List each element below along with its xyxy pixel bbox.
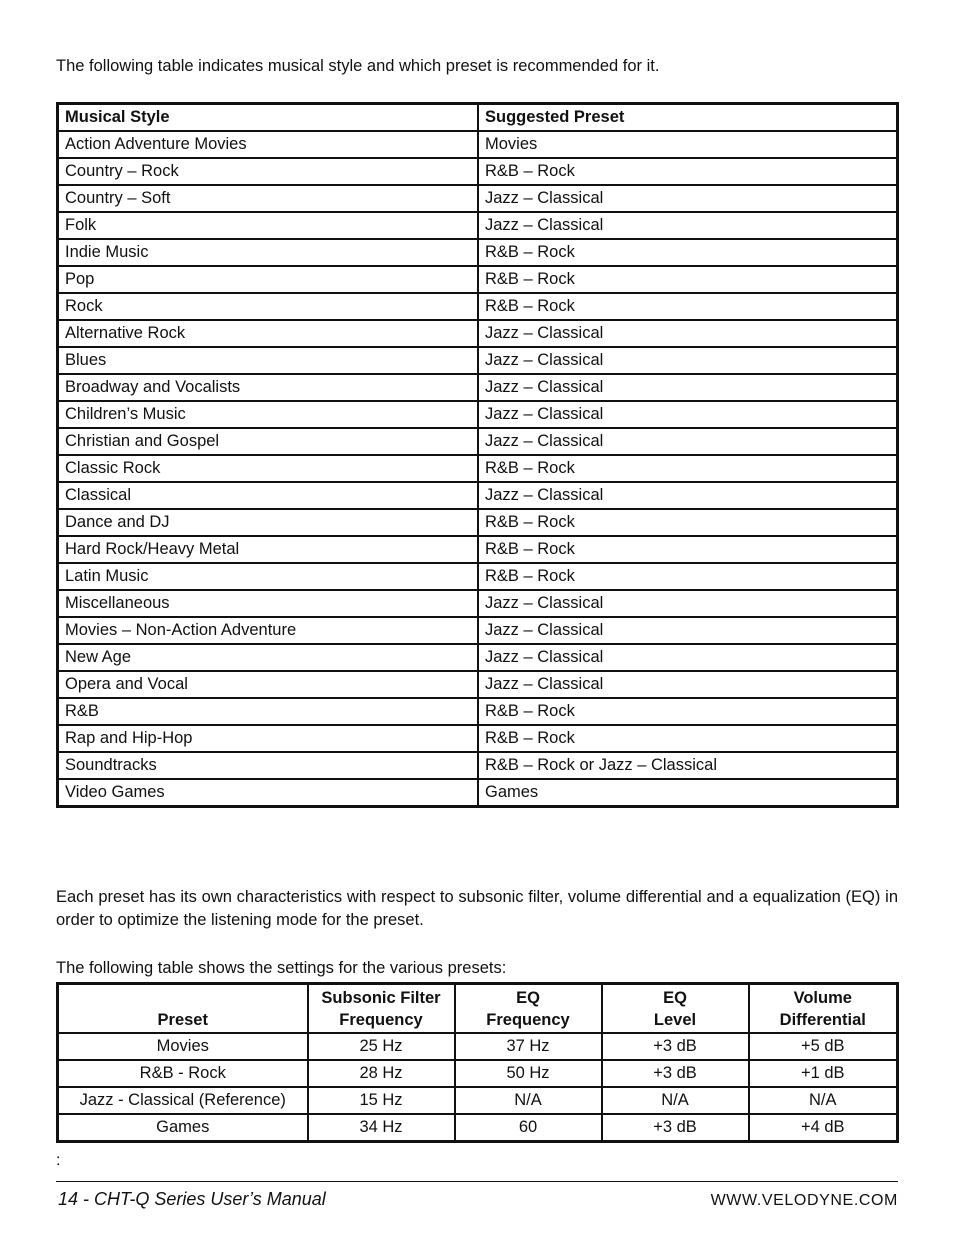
suggested-preset-cell: R&B – Rock: [478, 158, 898, 185]
preset-settings-table-body: [58, 1033, 898, 1142]
musical-style-cell: Country – Rock: [58, 158, 479, 185]
preset-name-cell: Games: [58, 1114, 308, 1142]
header-musical-style: Musical Style: [58, 104, 479, 132]
musical-style-cell: Blues: [58, 347, 479, 374]
table-row: [58, 617, 898, 644]
header-line: EQ: [663, 989, 687, 1007]
musical-style-cell: Indie Music: [58, 239, 479, 266]
musical-style-cell: Latin Music: [58, 563, 479, 590]
preset-description-paragraph: Each preset has its own characteristics with respect to subsonic filter, volume differential and a equalization (EQ) in order to optimize the listening mode for the preset.: [56, 888, 898, 929]
suggested-preset-cell: Movies: [478, 131, 898, 158]
subsonic-frequency-cell: 34 Hz: [308, 1114, 455, 1142]
suggested-preset-cell: R&B – Rock: [478, 725, 898, 752]
musical-style-cell: Alternative Rock: [58, 320, 479, 347]
table-row: [58, 590, 898, 617]
musical-style-cell: Broadway and Vocalists: [58, 374, 479, 401]
eq-level-cell: N/A: [602, 1087, 749, 1114]
suggested-preset-cell: R&B – Rock or Jazz – Classical: [478, 752, 898, 779]
subsonic-frequency-cell: 25 Hz: [308, 1033, 455, 1060]
suggested-preset-cell: Jazz – Classical: [478, 617, 898, 644]
musical-style-cell: New Age: [58, 644, 479, 671]
table-row: [58, 698, 898, 725]
subsonic-frequency-cell: 28 Hz: [308, 1060, 455, 1087]
eq-frequency-cell: 37 Hz: [455, 1033, 602, 1060]
table-row: [58, 401, 898, 428]
table-row: [58, 185, 898, 212]
suggested-preset-cell: Jazz – Classical: [478, 428, 898, 455]
suggested-preset-cell: Jazz – Classical: [478, 347, 898, 374]
table-row: [58, 1033, 898, 1060]
suggested-preset-cell: Games: [478, 779, 898, 807]
suggested-preset-cell: R&B – Rock: [478, 455, 898, 482]
musical-style-cell: Hard Rock/Heavy Metal: [58, 536, 479, 563]
table-row: [58, 266, 898, 293]
table-row: [58, 1087, 898, 1114]
eq-frequency-cell: 60: [455, 1114, 602, 1142]
eq-frequency-cell: N/A: [455, 1087, 602, 1114]
header-line: Volume: [793, 989, 852, 1007]
musical-style-cell: Classic Rock: [58, 455, 479, 482]
header-preset: [58, 984, 308, 1034]
musical-style-cell: Pop: [58, 266, 479, 293]
header-suggested-preset: Suggested Preset: [478, 104, 898, 132]
suggested-preset-cell: R&B – Rock: [478, 266, 898, 293]
table-row: [58, 752, 898, 779]
musical-style-cell: Movies – Non-Action Adventure: [58, 617, 479, 644]
suggested-preset-cell: Jazz – Classical: [478, 185, 898, 212]
header-subsonic-filter-frequency: [308, 984, 455, 1034]
preset-name-cell: Jazz - Classical (Reference): [58, 1087, 308, 1114]
header-eq-frequency: [455, 984, 602, 1034]
table-row: [58, 644, 898, 671]
header-line: Level: [653, 1011, 697, 1029]
suggested-preset-cell: Jazz – Classical: [478, 482, 898, 509]
footer-website: WWW.VELODYNE.COM: [710, 1192, 898, 1209]
table-row: [58, 563, 898, 590]
footer-manual-title: 14 - CHT-Q Series User’s Manual: [58, 1189, 326, 1209]
musical-style-cell: Video Games: [58, 779, 479, 807]
musical-style-cell: Soundtracks: [58, 752, 479, 779]
musical-style-cell: Opera and Vocal: [58, 671, 479, 698]
musical-style-table: [56, 102, 899, 808]
header-eq-level: [602, 984, 749, 1034]
suggested-preset-cell: R&B – Rock: [478, 536, 898, 563]
table-row: [58, 131, 898, 158]
table-row: [58, 320, 898, 347]
header-line: Differential: [779, 1011, 866, 1029]
header-line: Subsonic Filter: [321, 989, 441, 1007]
suggested-preset-cell: R&B – Rock: [478, 293, 898, 320]
header-line: Preset: [157, 1011, 208, 1029]
table-row: [58, 1114, 898, 1142]
settings-intro-text: The following table shows the settings for the various presets:: [56, 959, 507, 977]
suggested-preset-cell: R&B – Rock: [478, 509, 898, 536]
musical-style-cell: R&B: [58, 698, 479, 725]
table-row: [58, 374, 898, 401]
table-row: [58, 158, 898, 185]
header-line: EQ: [516, 989, 540, 1007]
musical-style-cell: Christian and Gospel: [58, 428, 479, 455]
table-row: [58, 1060, 898, 1087]
subsonic-frequency-cell: 15 Hz: [308, 1087, 455, 1114]
table-row: [58, 509, 898, 536]
musical-style-cell: Folk: [58, 212, 479, 239]
musical-style-table-body: [58, 131, 898, 807]
table-row: [58, 482, 898, 509]
table-row: [58, 779, 898, 807]
suggested-preset-cell: Jazz – Classical: [478, 320, 898, 347]
table-header-row: [58, 104, 898, 132]
table-row: [58, 455, 898, 482]
volume-differential-cell: N/A: [749, 1087, 898, 1114]
eq-level-cell: +3 dB: [602, 1114, 749, 1142]
suggested-preset-cell: Jazz – Classical: [478, 671, 898, 698]
musical-style-cell: Rap and Hip-Hop: [58, 725, 479, 752]
table-row: [58, 725, 898, 752]
table-row: [58, 671, 898, 698]
musical-style-cell: Action Adventure Movies: [58, 131, 479, 158]
musical-style-cell: Rock: [58, 293, 479, 320]
stray-colon: :: [56, 1152, 61, 1169]
volume-differential-cell: +1 dB: [749, 1060, 898, 1087]
musical-style-cell: Dance and DJ: [58, 509, 479, 536]
musical-style-cell: Miscellaneous: [58, 590, 479, 617]
suggested-preset-cell: Jazz – Classical: [478, 401, 898, 428]
musical-style-cell: Children’s Music: [58, 401, 479, 428]
preset-settings-table: [56, 982, 899, 1143]
suggested-preset-cell: Jazz – Classical: [478, 374, 898, 401]
table-row: [58, 536, 898, 563]
suggested-preset-cell: R&B – Rock: [478, 239, 898, 266]
eq-level-cell: +3 dB: [602, 1060, 749, 1087]
eq-level-cell: +3 dB: [602, 1033, 749, 1060]
table-row: [58, 239, 898, 266]
musical-style-cell: Country – Soft: [58, 185, 479, 212]
intro-text: The following table indicates musical style and which preset is recommended for it.: [56, 57, 660, 75]
header-line: Frequency: [486, 1011, 570, 1029]
suggested-preset-cell: R&B – Rock: [478, 563, 898, 590]
table-row: [58, 428, 898, 455]
suggested-preset-cell: Jazz – Classical: [478, 590, 898, 617]
volume-differential-cell: +5 dB: [749, 1033, 898, 1060]
suggested-preset-cell: Jazz – Classical: [478, 644, 898, 671]
suggested-preset-cell: Jazz – Classical: [478, 212, 898, 239]
eq-frequency-cell: 50 Hz: [455, 1060, 602, 1087]
suggested-preset-cell: R&B – Rock: [478, 698, 898, 725]
table-row: [58, 293, 898, 320]
preset-name-cell: Movies: [58, 1033, 308, 1060]
footer-divider: [56, 1181, 898, 1182]
header-volume-differential: [749, 984, 898, 1034]
musical-style-cell: Classical: [58, 482, 479, 509]
table-row: [58, 212, 898, 239]
table-row: [58, 347, 898, 374]
volume-differential-cell: +4 dB: [749, 1114, 898, 1142]
header-line: Frequency: [339, 1011, 423, 1029]
table-header-row: [58, 984, 898, 1034]
preset-name-cell: R&B - Rock: [58, 1060, 308, 1087]
